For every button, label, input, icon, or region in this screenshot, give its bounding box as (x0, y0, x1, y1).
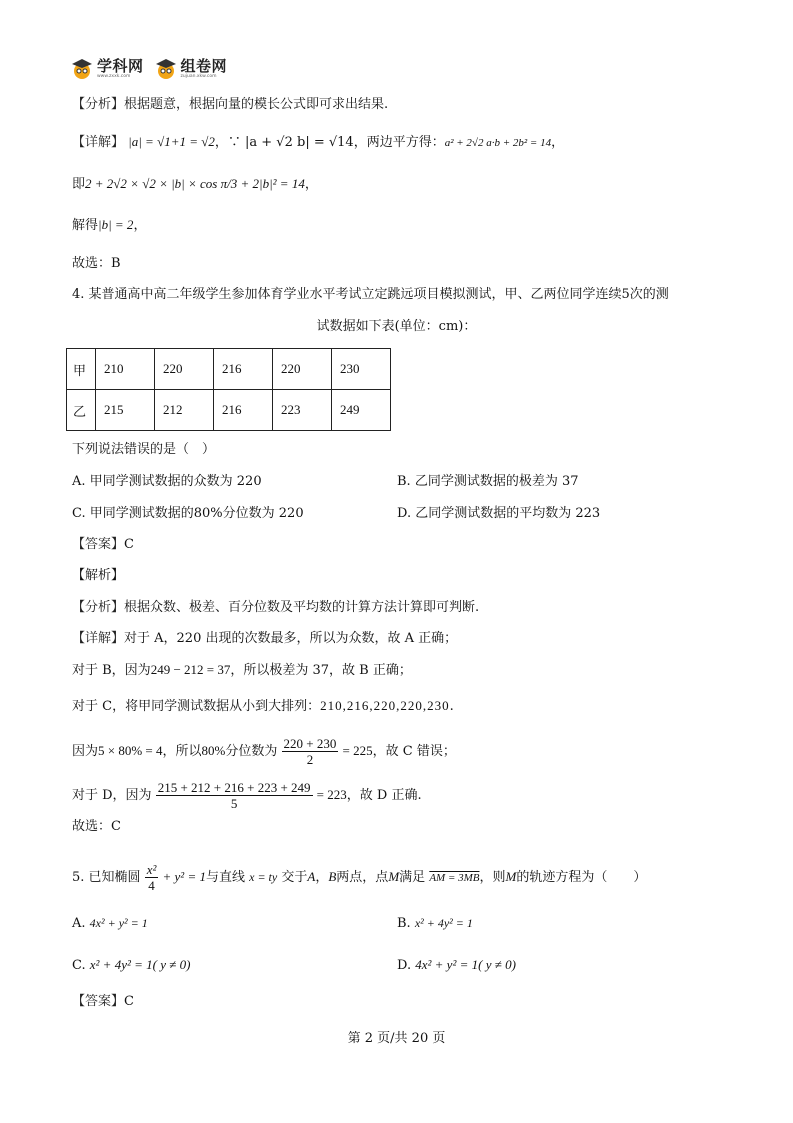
equation: 249 − 212 = 37 (150, 662, 231, 677)
zxxk-logo (70, 58, 144, 80)
text: ，故 C 错误； (372, 744, 456, 759)
text: ， (315, 870, 329, 885)
option-a: A. 甲同学测试数据的众数为 220 (72, 474, 262, 489)
q3-detail-line2 (72, 175, 318, 194)
text: 因为 (72, 744, 99, 759)
equation: = 225 (342, 743, 373, 758)
fraction (156, 780, 313, 811)
graduation-cap-icon (70, 58, 94, 80)
text: 满足 (399, 870, 426, 885)
table-cell: 220 (273, 349, 332, 390)
answer-tag: 【答案】 (72, 537, 125, 552)
text: 解得 (72, 218, 99, 233)
detail-tag: 【详解】 (72, 135, 125, 150)
equation: 4x² + y² = 1 (89, 916, 148, 930)
text: 对于 B，因为 (72, 663, 151, 678)
q4-question: 下列说法错误的是（ ） (72, 442, 216, 457)
q4-final: 故选：C (72, 819, 121, 834)
equation: + y² = 1 (162, 869, 206, 884)
equation: |a| = √1+1 = √2 (128, 134, 215, 149)
text: 交于 (281, 870, 308, 885)
equation: x² + 4y² = 1 (414, 916, 473, 930)
equation: x² + 4y² = 1( y ≠ 0) (89, 957, 191, 972)
text: . (449, 699, 454, 714)
table-cell: 216 (214, 349, 273, 390)
q3-detail-line1 (72, 133, 564, 152)
numerator: 220 + 230 (283, 736, 337, 751)
option-label: B. (397, 916, 411, 931)
equation: a² + 2√2 a·b + 2b² = 14 (444, 137, 552, 149)
table-cell: 220 (155, 349, 214, 390)
option-d: D. 乙同学测试数据的平均数为 223 (397, 506, 601, 521)
q3-analysis (72, 96, 388, 114)
option-c (72, 956, 190, 975)
text: ， (133, 218, 147, 233)
option-d (397, 956, 516, 975)
option-b (397, 914, 473, 933)
graduation-cap-icon (154, 58, 178, 80)
logo-url: zujuan.xkw.com (180, 73, 217, 79)
text: ，则 (479, 870, 506, 885)
text: 分位数为 (225, 744, 278, 759)
equation: x = ty (249, 870, 278, 884)
q4-analysis (72, 599, 479, 617)
equation: |b| = 2 (98, 217, 134, 232)
option-label: C. (72, 958, 86, 973)
q4-answer (72, 536, 134, 554)
option-b: B. 乙同学测试数据的极差为 37 (397, 474, 579, 489)
table-cell: 230 (332, 349, 391, 390)
q5-answer (72, 993, 134, 1011)
equation: AM = 3MB (429, 872, 480, 884)
option-label: D. (397, 958, 412, 973)
answer-tag: 【答案】 (72, 994, 125, 1009)
text: ，所以 (162, 744, 202, 759)
answer-value: C (124, 994, 134, 1009)
table-cell: 249 (332, 390, 391, 431)
equation: 210,216,220,220,230 (320, 698, 450, 713)
q4-detail (72, 630, 457, 648)
row-label: 甲 (67, 349, 96, 390)
text: 两点，点 (336, 870, 389, 885)
q5-stem (72, 862, 646, 893)
q4-stem-line1: 4. 某普通高中高二年级学生参加体育学业水平考试立定跳远项目模拟测试，甲、乙两位同学连续5次的测 (72, 287, 669, 302)
table-row (67, 390, 391, 431)
equation: = 223 (316, 787, 347, 802)
text: 5. 已知椭圆 (72, 870, 141, 885)
text: 对于 D，因为 (72, 788, 152, 803)
table-row (67, 349, 391, 390)
text: ，所以极差为 37，故 B 正确； (230, 663, 412, 678)
text: ，两边平方得： (353, 135, 445, 150)
equation: 80% (201, 743, 226, 758)
q4-detail-b (72, 661, 412, 680)
denominator: 5 (230, 796, 238, 811)
equation: 4x² + y² = 1( y ≠ 0) (415, 957, 516, 972)
denominator: 4 (148, 878, 155, 893)
equation: 5 × 80% = 4 (98, 743, 163, 758)
var: B (328, 869, 337, 884)
option-c: C. 甲同学测试数据的80%分位数为 220 (72, 506, 304, 521)
fraction (282, 736, 339, 767)
var: A (307, 869, 316, 884)
detail-tag: 【详解】 (72, 631, 125, 646)
text: ， (304, 177, 318, 192)
denominator: 2 (306, 752, 314, 767)
row-label: 乙 (67, 390, 96, 431)
var: M (505, 869, 517, 884)
analysis-tag: 【分析】 (72, 600, 125, 615)
text: 的轨迹方程为（ ） (516, 870, 647, 885)
q4-detail-c (72, 697, 454, 716)
zujuan-logo (154, 58, 228, 80)
analysis-text: 根据题意，根据向量的模长公式即可求出结果. (124, 97, 389, 112)
q4-detail-c2 (72, 736, 456, 767)
text: ，∵ |a + √2 b| = √14 (214, 135, 354, 150)
logo-name: 组卷网 (180, 56, 228, 75)
logo-url: www.zxxk.com (97, 73, 131, 79)
q3-answer: 故选：B (72, 256, 121, 271)
q3-detail-line3 (72, 216, 146, 235)
logo-name: 学科网 (97, 56, 144, 75)
page-footer: 第 2 页/共 20 页 (347, 1031, 446, 1046)
answer-value: C (124, 537, 134, 552)
equation: 2 + 2√2 × √2 × |b| × cos π/3 + 2|b|² = 14 (85, 176, 305, 191)
detail-text: 对于 A，220 出现的次数最多，所以为众数，故 A 正确； (124, 631, 458, 646)
header-logos (70, 58, 227, 80)
var: M (388, 869, 400, 884)
numerator: x² (146, 862, 157, 877)
fraction (145, 862, 159, 893)
table-cell: 223 (273, 390, 332, 431)
option-a (72, 914, 148, 933)
table-cell: 210 (96, 349, 155, 390)
data-table (66, 348, 391, 431)
text: 与直线 (205, 870, 245, 885)
q4-jiexi-tag: 【解析】 (72, 568, 125, 583)
analysis-text: 根据众数、极差、百分位数及平均数的计算方法计算即可判断. (124, 600, 480, 615)
q4-detail-d (72, 780, 422, 811)
table-cell: 215 (96, 390, 155, 431)
text: 即 (72, 177, 86, 192)
table-cell: 216 (214, 390, 273, 431)
text: 对于 C，将甲同学测试数据从小到大排列： (72, 699, 321, 714)
q4-stem-line2: 试数据如下表(单位：cm)： (316, 319, 477, 334)
analysis-tag: 【分析】 (72, 97, 125, 112)
table-cell: 212 (155, 390, 214, 431)
text: ，故 D 正确. (346, 788, 422, 803)
numerator: 215 + 212 + 216 + 223 + 249 (157, 780, 311, 795)
option-label: A. (72, 916, 86, 931)
text: ， (551, 135, 565, 150)
